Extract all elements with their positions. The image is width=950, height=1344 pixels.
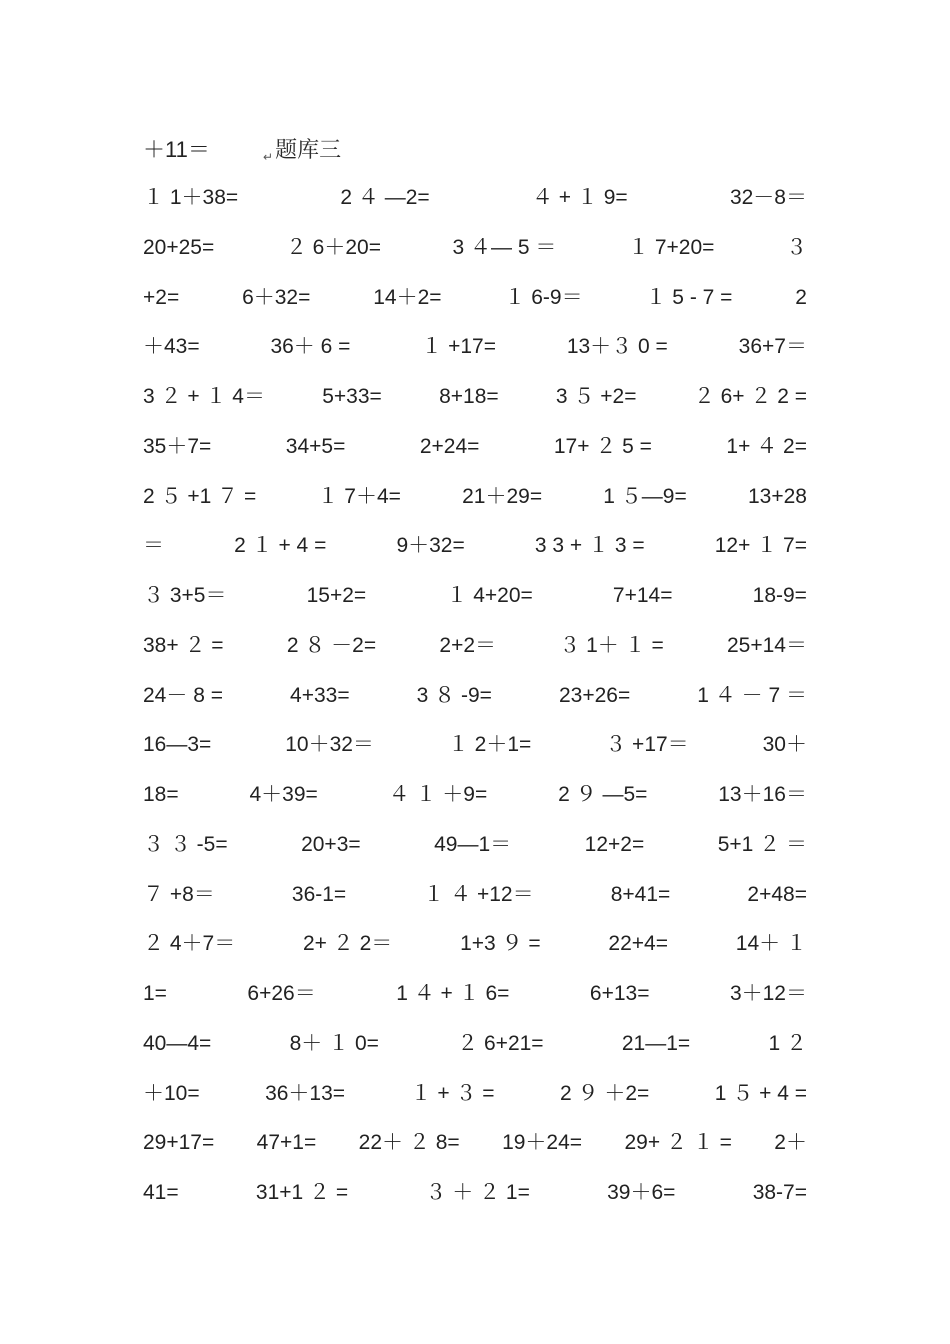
math-problem: ３ ３ -5= xyxy=(143,833,228,856)
math-problem: ２ 6＋20= xyxy=(285,236,381,259)
math-problem: 36-1= xyxy=(291,883,347,906)
math-problem: 2＋ xyxy=(774,1131,807,1154)
math-problem: 5+33= xyxy=(322,385,382,408)
math-problem: 13＋３ 0 = xyxy=(566,335,668,358)
math-problem: 38-7= xyxy=(752,1181,807,1204)
math-problem: 15+2= xyxy=(306,584,367,607)
math-problem: ＋43= xyxy=(143,335,200,358)
math-problem: 8+18= xyxy=(439,385,499,408)
math-problem: 34+5= xyxy=(285,435,346,458)
math-problem: 3 ４— 5 ＝ xyxy=(452,236,557,259)
title-row xyxy=(143,134,341,166)
math-problem: 2 ９ —5= xyxy=(558,783,648,806)
math-problem: 2 xyxy=(795,286,807,309)
math-problem: 49—1＝ xyxy=(434,833,512,856)
math-problem: 2 ４ —2= xyxy=(340,186,430,209)
math-problem: ＋10= xyxy=(143,1082,200,1105)
math-problem: 1 ５—9= xyxy=(603,485,687,508)
problem-row xyxy=(143,381,807,413)
math-problem: 3＋12＝ xyxy=(729,982,807,1005)
paragraph-mark-icon: ↵ xyxy=(263,150,274,164)
math-problem: ２ 6+ ２ 2 = xyxy=(693,385,807,408)
math-problem: １ 2＋1= xyxy=(447,733,532,756)
problem-row xyxy=(143,680,807,712)
math-problem: ３ +17＝ xyxy=(605,733,689,756)
math-problem: ２ 6+21= xyxy=(457,1032,544,1055)
math-problem: 30＋ xyxy=(762,733,807,756)
math-problem: １ 7＋4= xyxy=(317,485,401,508)
math-problem: ３ 3+5＝ xyxy=(143,584,227,607)
math-problem: ４ + １ 9= xyxy=(531,186,628,209)
math-problem: ３ 1＋ １ = xyxy=(559,634,664,657)
math-problem: 6+13= xyxy=(589,982,650,1005)
problem-row xyxy=(143,1177,807,1209)
math-problem: 25+14＝ xyxy=(727,634,807,657)
math-problem: 8+41= xyxy=(610,883,671,906)
problem-row xyxy=(143,1127,807,1159)
problem-row xyxy=(143,1028,807,1060)
math-problem: 38+ ２ = xyxy=(143,634,224,657)
math-problem: 35＋7= xyxy=(143,435,212,458)
math-problem: 32－8＝ xyxy=(729,186,807,209)
problem-row xyxy=(143,431,807,463)
math-problem: １ + ３ = xyxy=(410,1082,495,1105)
math-problem: 2+ ２ 2＝ xyxy=(302,932,393,955)
math-problem: 36＋13= xyxy=(265,1082,346,1105)
math-problem: 1= xyxy=(143,982,167,1005)
math-problem: 29+ ２ １ = xyxy=(624,1131,732,1154)
math-problem: 1 ４ + １ 6= xyxy=(396,982,510,1005)
math-problem: 1 ２ xyxy=(768,1032,807,1055)
math-problem: 18= xyxy=(143,783,179,806)
problem-row xyxy=(143,481,807,513)
problem-row xyxy=(143,978,807,1010)
math-problem: 5+1 ２ ＝ xyxy=(717,833,807,856)
problem-row xyxy=(143,282,807,314)
math-problem: 2 １ + 4 = xyxy=(234,534,327,557)
math-problem: 39＋6= xyxy=(607,1181,676,1204)
math-problem: +2= xyxy=(143,286,180,309)
math-problem: ３ ＋ ２ 1= xyxy=(425,1181,530,1204)
math-problem: 1+ ４ 2= xyxy=(726,435,807,458)
math-problem: 23+26= xyxy=(559,684,631,707)
math-problem: 1 ４ － 7 ＝ xyxy=(697,684,807,707)
problem-row xyxy=(143,729,807,761)
problem-row xyxy=(143,879,807,911)
math-problem: 20+3= xyxy=(301,833,361,856)
math-problem: 16—3= xyxy=(143,733,212,756)
math-problem: 9＋32= xyxy=(396,534,465,557)
math-problem: 13＋16＝ xyxy=(718,783,807,806)
problem-row xyxy=(143,1078,807,1110)
math-problem: 19＋24= xyxy=(502,1131,583,1154)
problem-row xyxy=(143,232,807,264)
math-problem: ＝ xyxy=(143,534,164,557)
math-problem: １ 6-9＝ xyxy=(504,286,583,309)
math-problem: 7+14= xyxy=(612,584,673,607)
math-problem: 17+ ２ 5 = xyxy=(553,435,652,458)
math-problem: 2+2＝ xyxy=(439,634,497,657)
problem-row xyxy=(143,829,807,861)
math-problem: 21＋29= xyxy=(462,485,543,508)
math-problem: 12+ １ 7= xyxy=(714,534,807,557)
math-problem: 8＋ １ 0= xyxy=(289,1032,379,1055)
math-problem: 3 ８ -9= xyxy=(416,684,492,707)
math-problem: 2+48= xyxy=(747,883,807,906)
math-problem: 18-9= xyxy=(752,584,807,607)
math-problem: 13+28 xyxy=(747,485,807,508)
problem-row xyxy=(143,530,807,562)
math-problem: 14＋2= xyxy=(373,286,442,309)
math-problem: １ +17= xyxy=(421,335,496,358)
math-problem: 1 ５ + 4 = xyxy=(714,1082,807,1105)
math-problem: 29+17= xyxy=(143,1131,215,1154)
math-problem: 24－ 8 = xyxy=(143,684,223,707)
math-problem: 6+26＝ xyxy=(247,982,316,1005)
problem-row xyxy=(143,630,807,662)
math-problem: 6＋32= xyxy=(242,286,311,309)
leading-problem: ＋11＝ xyxy=(143,137,210,162)
math-problem: 1+3 ９ = xyxy=(460,932,541,955)
problem-row xyxy=(143,928,807,960)
math-problem: 22＋ ２ 8= xyxy=(358,1131,460,1154)
math-problem: １ ４ +12＝ xyxy=(423,883,534,906)
problem-row xyxy=(143,331,807,363)
math-problem: １ 4+20= xyxy=(446,584,533,607)
math-problem: 20+25= xyxy=(143,236,215,259)
math-problem: １ 1＋38= xyxy=(143,186,239,209)
math-problem: 36+7＝ xyxy=(738,335,807,358)
math-problem: 36＋ 6 = xyxy=(270,335,351,358)
math-problem: 3 ２ + １ 4＝ xyxy=(143,385,265,408)
math-problem: 41= xyxy=(143,1181,179,1204)
math-problem: 21—1= xyxy=(621,1032,691,1055)
math-problem: 2+24= xyxy=(419,435,480,458)
math-problem: １ 7+20= xyxy=(628,236,715,259)
math-problem: 2 ８ －2= xyxy=(286,634,377,657)
math-problem: 12+2= xyxy=(584,833,645,856)
math-problem: 3 ５ +2= xyxy=(555,385,637,408)
page-title: 题库三 xyxy=(275,138,342,163)
math-problem: 4+33= xyxy=(290,684,350,707)
problem-row xyxy=(143,182,807,214)
math-problem: 4＋39= xyxy=(249,783,318,806)
problem-row xyxy=(143,580,807,612)
math-problem: 47+1= xyxy=(256,1131,317,1154)
math-problem: ３ xyxy=(785,236,807,259)
math-problem: 14＋ １ xyxy=(735,932,807,955)
math-problem: 40—4= xyxy=(143,1032,212,1055)
math-problem: 2 ９ ＋2= xyxy=(560,1082,650,1105)
math-problem: ７ +8＝ xyxy=(143,883,215,906)
math-problem: １ 5 - 7 = xyxy=(645,286,733,309)
math-problem: 31+1 ２ = xyxy=(255,1181,349,1204)
math-problem: ４ １ ＋9= xyxy=(388,783,488,806)
math-problem: ２ 4＋7＝ xyxy=(143,932,236,955)
math-problem: 2 ５ +1 ７ = xyxy=(143,485,257,508)
problem-row xyxy=(143,779,807,811)
math-problem: 3 3 + １ 3 = xyxy=(534,534,645,557)
math-problem: 22+4= xyxy=(608,932,668,955)
math-problem: 10＋32＝ xyxy=(285,733,374,756)
